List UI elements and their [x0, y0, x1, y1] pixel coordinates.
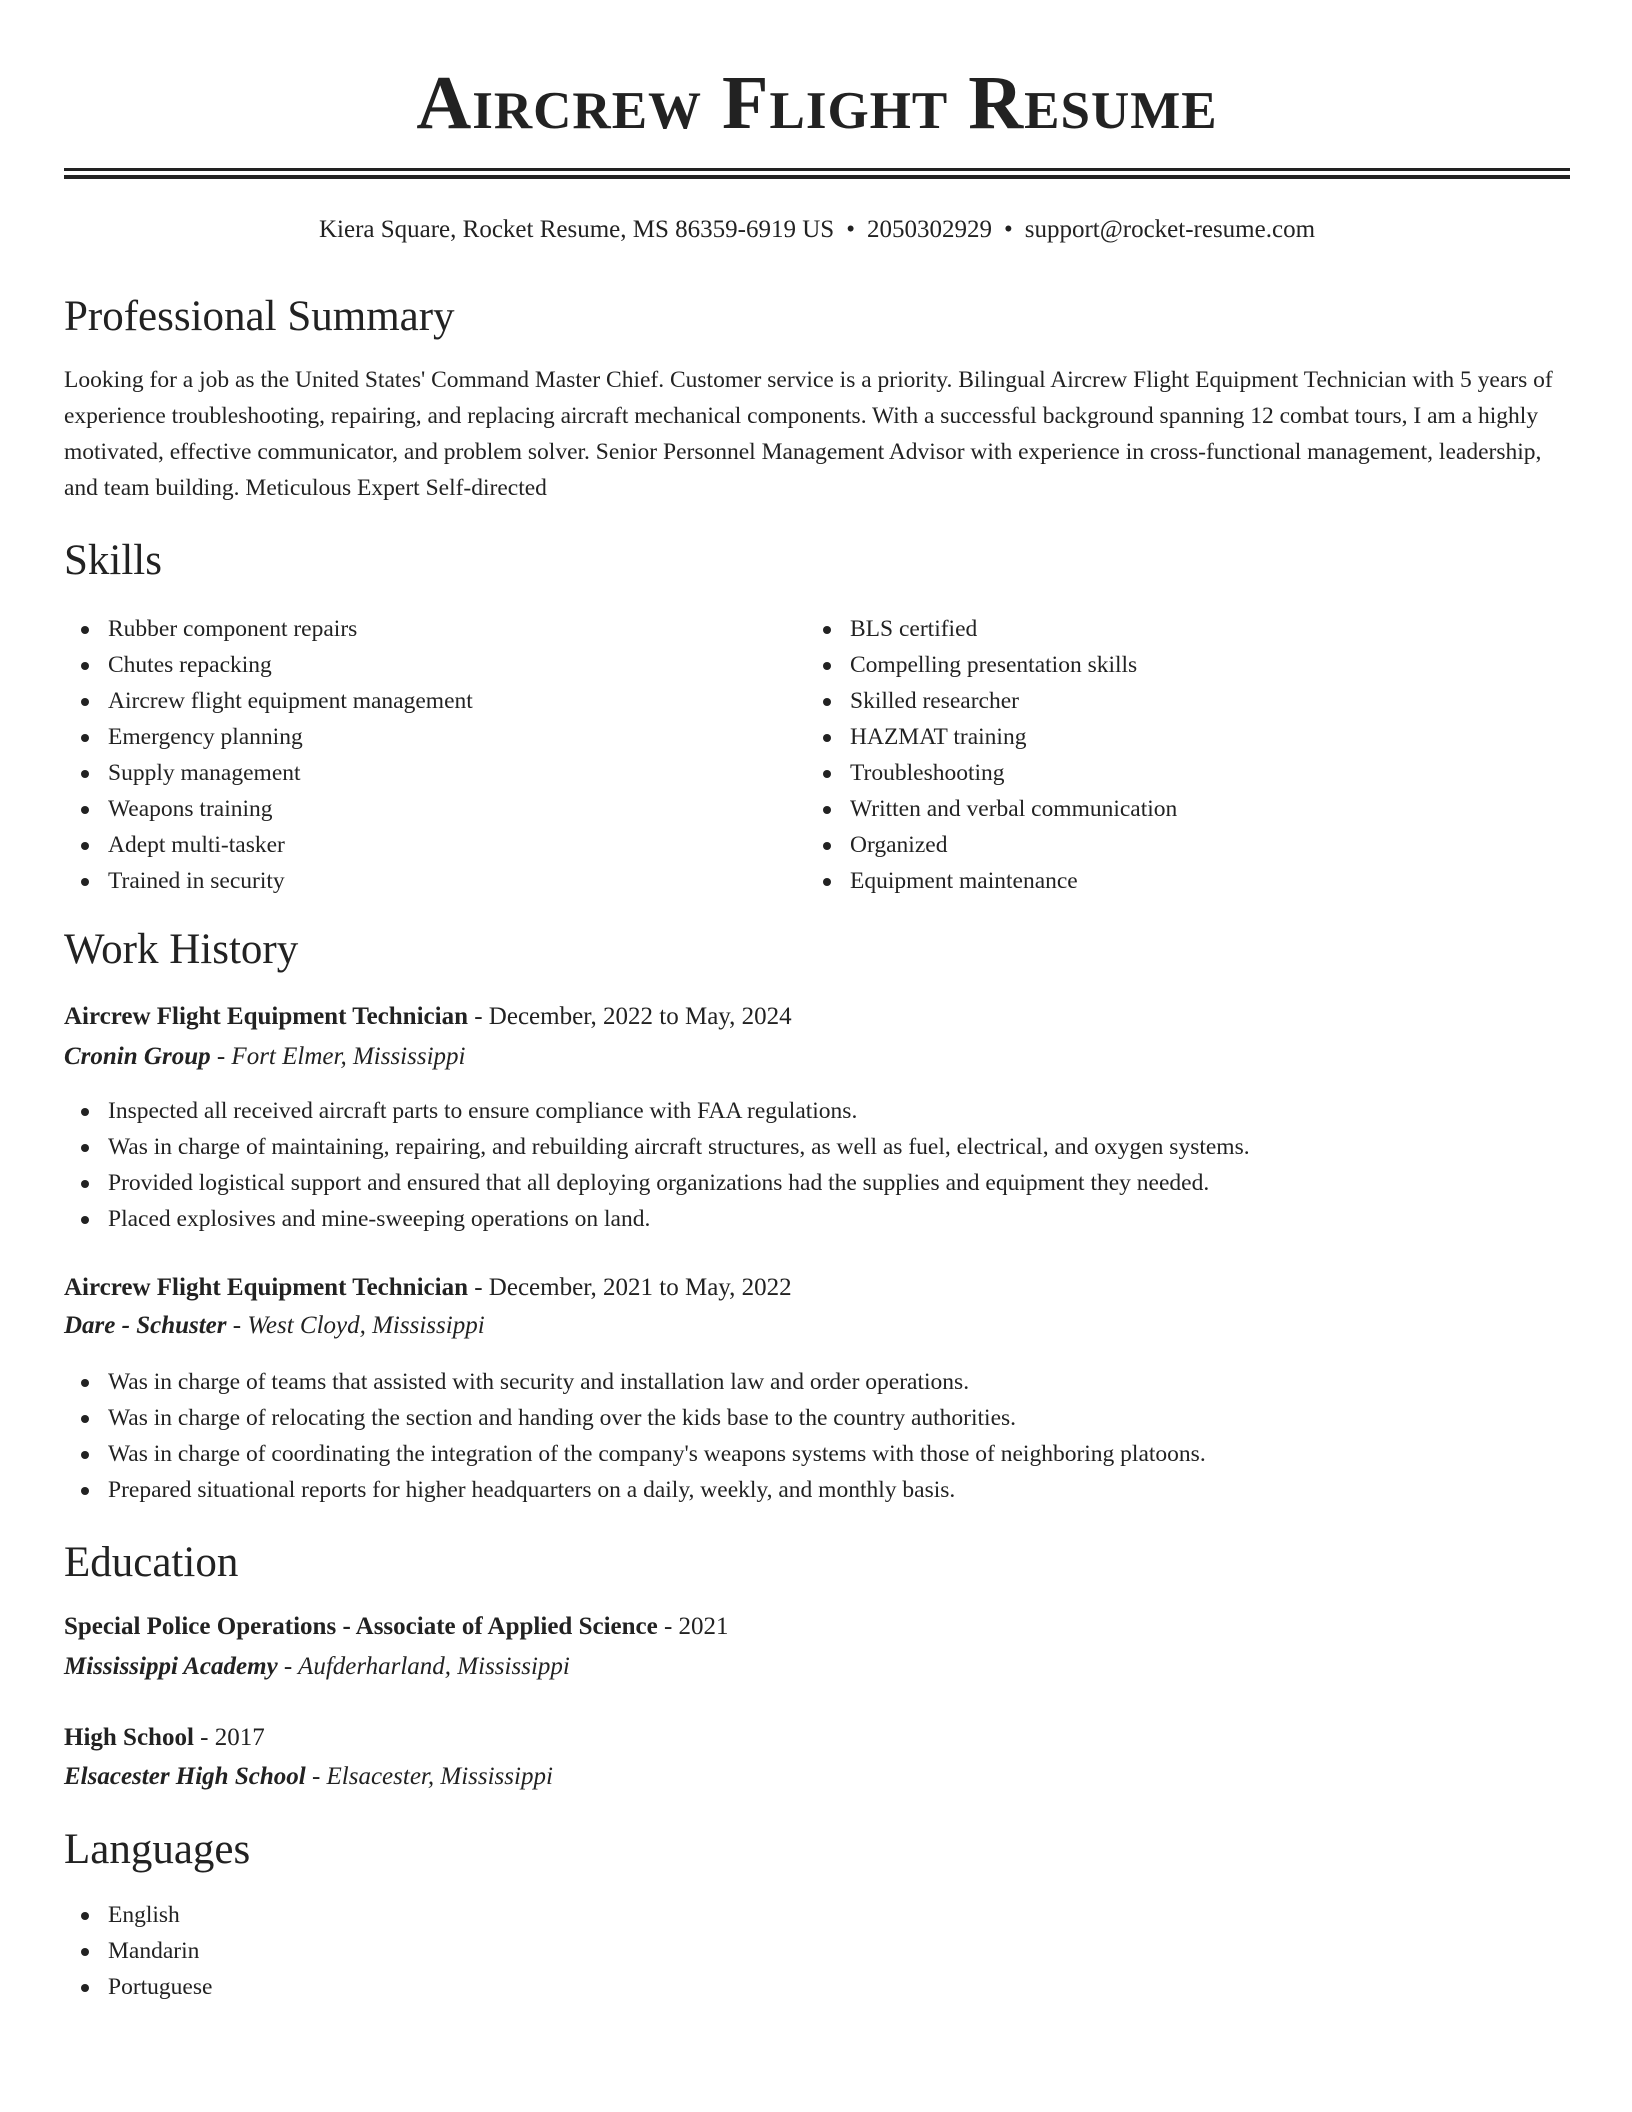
language-item: English: [64, 1897, 212, 1933]
languages-heading: Languages: [64, 1826, 251, 1873]
skill-item: Supply management: [64, 755, 473, 791]
skills-list-left: [64, 611, 473, 899]
job-duty-item: Was in charge of coordinating the integration of the company's weapons systems with those of neighboring platoons.: [64, 1436, 1206, 1472]
skill-item: Compelling presentation skills: [806, 647, 1177, 683]
education-degree-line: [64, 1721, 265, 1755]
job-employer-line: [64, 1309, 485, 1343]
skill-item: Troubleshooting: [806, 755, 1177, 791]
skill-item: Adept multi-tasker: [64, 827, 473, 863]
education-degree: Special Police Operations - Associate of Applied Science: [64, 1613, 658, 1640]
education-heading: Education: [64, 1539, 239, 1586]
job-title: Aircrew Flight Equipment Technician: [64, 1003, 468, 1030]
language-item: Portuguese: [64, 1969, 212, 2005]
job-duties-list: [64, 1093, 1250, 1237]
skill-item: Trained in security: [64, 863, 473, 899]
education-school-line: [64, 1650, 570, 1684]
contact-address: Kiera Square, Rocket Resume, MS 86359-6919 US: [318, 216, 835, 243]
summary-text: Looking for a job as the United States' Command Master Chief. Customer service is a priority. Bilingual Aircrew Flight Equipment Technician with 5 years of experience troubleshooting, repairing, and replacing aircraft mechanical components. With a successful background spanning 12 combat tours, I am a highly motivated, effective communicator, and problem solver. Senior Personnel Management Advisor with experience in cross-functional management, leadership, and team building. Meticulous Expert Self-directed: [64, 367, 1553, 501]
job-duty-item: Was in charge of teams that assisted with security and installation law and order operations.: [64, 1364, 1206, 1400]
job-company: Dare - Schuster: [64, 1312, 227, 1339]
education-degree-line: [64, 1610, 729, 1644]
skills-heading: Skills: [64, 537, 162, 584]
skill-item: Chutes repacking: [64, 647, 473, 683]
job-location: - Fort Elmer, Mississippi: [216, 1043, 466, 1070]
job-location: - West Cloyd, Mississippi: [232, 1312, 485, 1339]
job-company: Cronin Group: [64, 1043, 211, 1070]
education-year: - 2021: [663, 1613, 729, 1640]
language-item: Mandarin: [64, 1933, 212, 1969]
skills-list-right: [806, 611, 1177, 899]
skill-item: Equipment maintenance: [806, 863, 1177, 899]
contact-line: [64, 213, 1570, 247]
skill-item: Skilled researcher: [806, 683, 1177, 719]
job-duty-item: Was in charge of relocating the section and handing over the kids base to the country authorities.: [64, 1400, 1206, 1436]
skill-item: Aircrew flight equipment management: [64, 683, 473, 719]
contact-phone: 2050302929: [866, 216, 992, 243]
title-divider-top: [64, 168, 1570, 171]
job-duty-item: Placed explosives and mine-sweeping operations on land.: [64, 1201, 1250, 1237]
education-degree: High School: [64, 1724, 194, 1751]
job-duty-item: Was in charge of maintaining, repairing, and rebuilding aircraft structures, as well as fuel, electrical, and oxygen systems.: [64, 1129, 1250, 1165]
skill-item: BLS certified: [806, 611, 1177, 647]
languages-list: [64, 1897, 212, 2005]
skill-item: Written and verbal communication: [806, 791, 1177, 827]
skill-item: HAZMAT training: [806, 719, 1177, 755]
title-divider-bottom: [64, 175, 1570, 179]
job-dates: - December, 2022 to May, 2024: [474, 1003, 792, 1030]
contact-separator: •: [846, 216, 855, 243]
education-school-line: [64, 1760, 553, 1794]
job-title-line: [64, 1271, 792, 1305]
skill-item: Organized: [806, 827, 1177, 863]
education-school: Elsacester High School: [64, 1763, 306, 1790]
job-duty-item: Prepared situational reports for higher headquarters on a daily, weekly, and monthly basis.: [64, 1472, 1206, 1508]
education-location: - Aufderharland, Mississippi: [283, 1653, 570, 1680]
job-employer-line: [64, 1040, 465, 1074]
job-dates: - December, 2021 to May, 2022: [474, 1274, 792, 1301]
skill-item: Rubber component repairs: [64, 611, 473, 647]
job-title-line: [64, 1000, 792, 1034]
contact-separator: •: [1003, 216, 1013, 243]
skill-item: Emergency planning: [64, 719, 473, 755]
education-year: - 2017: [200, 1724, 265, 1751]
skill-item: Weapons training: [64, 791, 473, 827]
education-location: - Elsacester, Mississippi: [311, 1763, 553, 1790]
resume-title: Aircrew Flight Resume: [416, 61, 1218, 145]
job-duty-item: Provided logistical support and ensured that all deploying organizations had the supplies and equipment they needed.: [64, 1165, 1250, 1201]
education-school: Mississippi Academy: [64, 1653, 278, 1680]
contact-email: support@rocket-resume.com: [1024, 216, 1316, 243]
work-history-heading: Work History: [64, 926, 299, 973]
job-duties-list: [64, 1364, 1206, 1508]
job-title: Aircrew Flight Equipment Technician: [64, 1274, 468, 1301]
job-duty-item: Inspected all received aircraft parts to ensure compliance with FAA regulations.: [64, 1093, 1250, 1129]
summary-heading: Professional Summary: [64, 293, 455, 340]
